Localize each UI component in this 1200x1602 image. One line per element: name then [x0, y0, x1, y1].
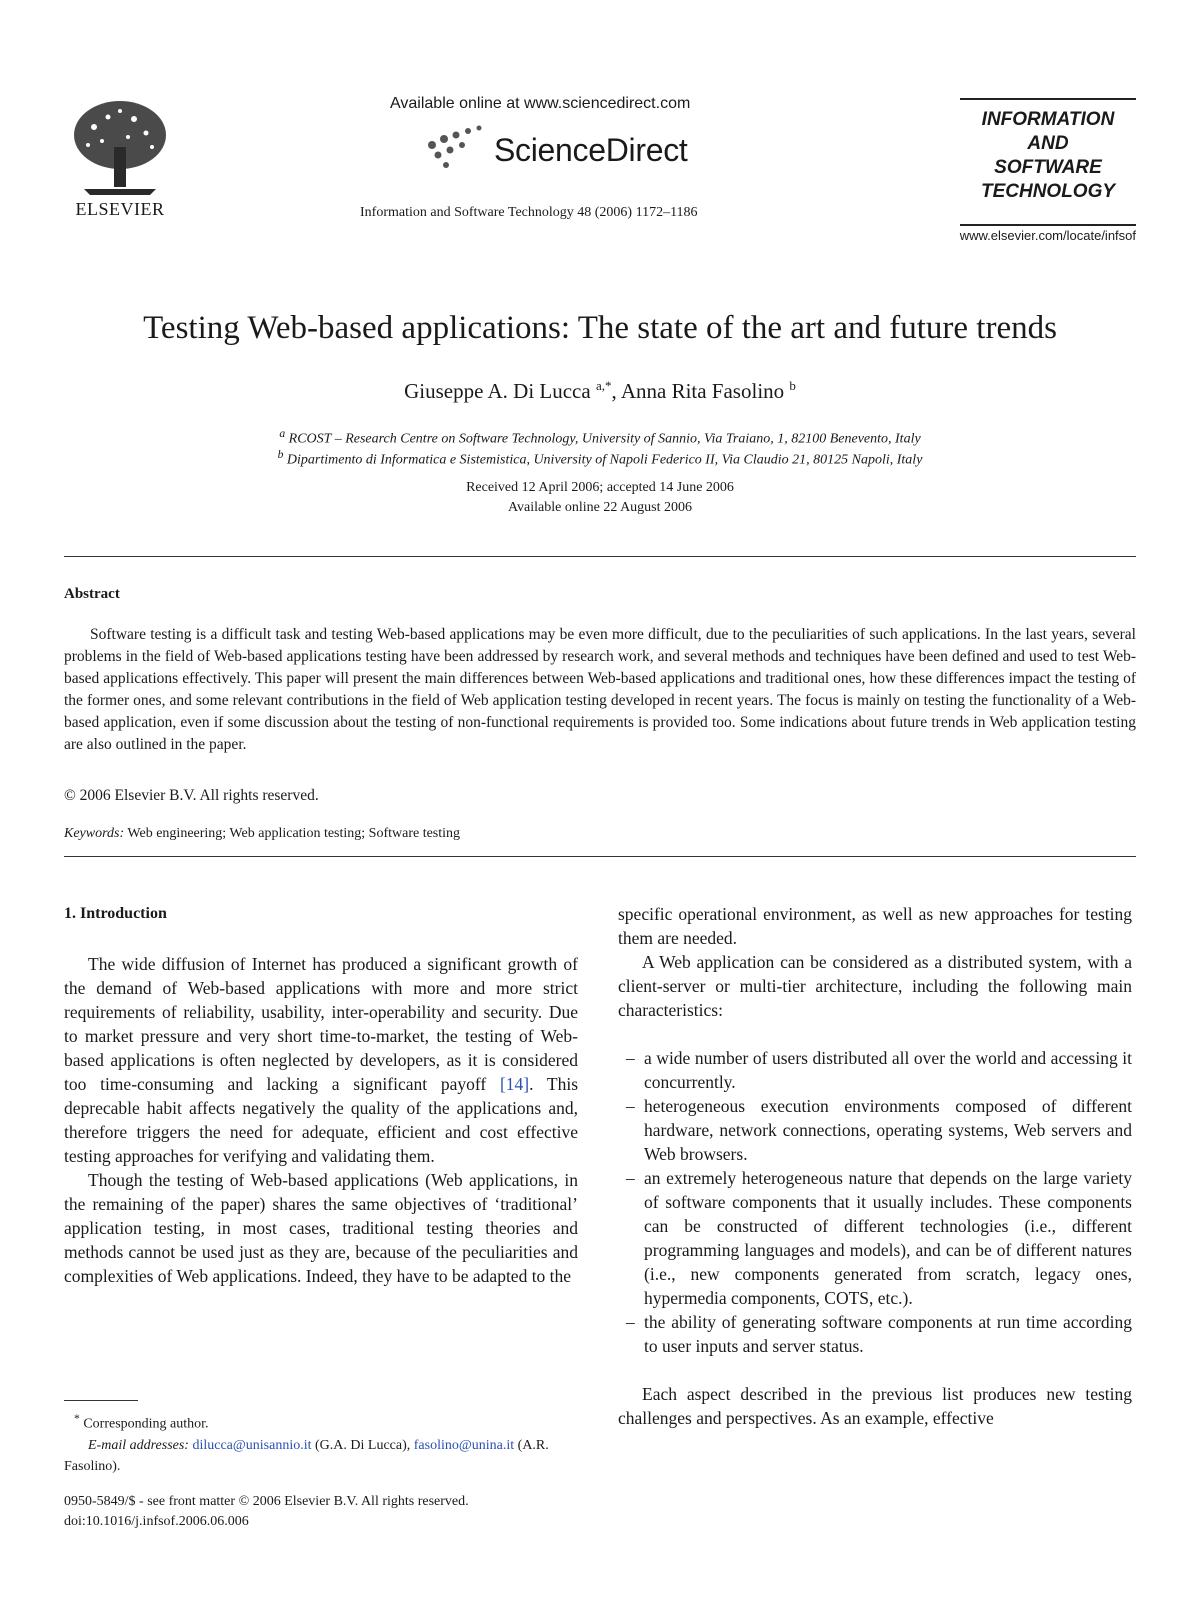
footnotes	[64, 1408, 578, 1477]
divider	[64, 856, 1136, 857]
intro-paragraph-3: A Web application can be considered as a distributed system, with a client-server or multi-tier architecture, including the following main characteristics:	[618, 952, 1132, 1020]
affiliation-b	[0, 448, 1200, 469]
list-item	[618, 1166, 1132, 1310]
footnote-rule	[64, 1400, 138, 1401]
left-column	[64, 902, 578, 1288]
list-dash: –	[626, 1312, 635, 1332]
email-link-2[interactable]: fasolino@unina.it	[413, 1437, 515, 1453]
email-1-owner: (G.A. Di Lucca),	[311, 1437, 414, 1453]
intro-paragraph-4: Each aspect described in the previous list produces new testing challenges and perspectives. As an example, effective	[618, 1384, 1132, 1428]
paper-title: Testing Web-based applications: The state of the art and future trends	[143, 310, 1057, 346]
author-2-marks[interactable]: b	[789, 378, 796, 393]
elsevier-wordmark: ELSEVIER	[75, 199, 165, 219]
list-item	[618, 1046, 1132, 1094]
intro-paragraph-1-tail: . This deprecable habit affects negatively the quality of the applications and, therefore triggers the need for adequate, efficient and cost effective testing approaches for verifying and validating them.	[64, 1074, 579, 1166]
journal-logo-text: INFORMATION AND SOFTWARE TECHNOLOGY	[980, 109, 1116, 202]
keywords-label: Keywords:	[64, 826, 125, 841]
list-item-text: heterogeneous execution environments composed of different hardware, network connections, operating systems, Web servers and Web browsers.	[644, 1096, 1132, 1164]
list-item	[618, 1094, 1132, 1166]
intro-paragraph-2: Though the testing of Web-based applications (Web applications, in the remaining of the paper) shares the same objectives of ‘traditional’ application testing, in most cases, traditional testing theories and methods cannot be used just as they are, because of the peculiarities and complexities of Web applications. Indeed, they have to be adapted to the	[64, 1170, 578, 1286]
affiliation-a-text: RCOST – Research Centre on Software Technology, University of Sannio, Via Traiano, 1, 82100 Benevento, Italy	[288, 431, 921, 447]
sciencedirect-dots-icon	[424, 123, 494, 173]
issn-block	[64, 1492, 469, 1532]
abstract-copyright: © 2006 Elsevier B.V. All rights reserved.	[64, 787, 319, 804]
doi-line[interactable]: doi:10.1016/j.infsof.2006.06.006	[64, 1514, 249, 1529]
affiliation-b-text: Dipartimento di Informatica e Sistemistica, University of Napoli Federico II, Via Claudio 21, 80125 Napoli, Italy	[286, 452, 923, 468]
affiliation-b-mark: b	[277, 448, 284, 461]
keywords	[64, 826, 460, 842]
corresponding-mark: *	[74, 1412, 80, 1425]
divider	[64, 556, 1136, 557]
received-dates: Received 12 April 2006; accepted 14 June 2006	[466, 480, 734, 495]
journal-citation: Information and Software Technology 48 (2006) 1172–1186	[360, 205, 698, 220]
list-dash: –	[626, 1096, 635, 1116]
sciencedirect-availability: Available online at www.sciencedirect.com	[390, 95, 691, 112]
section-heading: 1. Introduction	[64, 905, 167, 922]
list-item-text: an extremely heterogeneous nature that depends on the large variety of software components that it usually includes. These components can be constructed of different technologies (i.e., different programming languages and models), and can be of different natures (i.e., new components generated from scratch, legacy ones, hypermedia components, COTS, etc.).	[644, 1168, 1132, 1308]
intro-paragraph-1	[64, 952, 578, 1168]
list-item-text: the ability of generating software components at run time according to user inputs and server status.	[644, 1312, 1132, 1356]
keywords-list: Web engineering; Web application testing; Software testing	[127, 826, 461, 841]
authors	[0, 378, 1200, 404]
author-2: Anna Rita Fasolino	[620, 379, 785, 403]
journal-url[interactable]: www.elsevier.com/locate/infsof	[959, 228, 1136, 243]
list-dash: –	[626, 1168, 635, 1188]
available-online-date: Available online 22 August 2006	[507, 500, 693, 515]
intro-paragraph-1-text: The wide diffusion of Internet has produced a significant growth of the demand of Web-based applications with more and more strict requirements of reliability, usability, inter-operability and security. Due to market pressure and very short time-to-market, the testing of Web-based applications is often neglected by developers, as it is considered too time-consuming and lacking a significant payoff	[64, 954, 578, 1094]
author-1: Giuseppe A. Di Lucca	[404, 379, 591, 403]
characteristics-list	[618, 1046, 1132, 1358]
issn-line: 0950-5849/$ - see front matter © 2006 Elsevier B.V. All rights reserved.	[64, 1494, 469, 1509]
email-label: E-mail addresses:	[88, 1437, 189, 1453]
list-dash: –	[626, 1048, 635, 1068]
list-item	[618, 1310, 1132, 1358]
citation-link[interactable]: [14]	[499, 1074, 530, 1094]
affiliation-a	[0, 427, 1200, 448]
list-item-text: a wide number of users distributed all over the world and accessing it concurrently.	[644, 1048, 1132, 1092]
abstract-heading: Abstract	[64, 586, 120, 602]
author-1-marks[interactable]: a,*	[595, 378, 612, 393]
abstract-body	[64, 624, 1136, 756]
continued-paragraph: specific operational environment, as well as new approaches for testing them are needed.	[618, 904, 1132, 948]
right-column	[618, 902, 1132, 1430]
sciencedirect-wordmark: ScienceDirect	[494, 132, 688, 168]
email-link-1[interactable]: dilucca@unisannio.it	[192, 1437, 312, 1453]
abstract-text: Software testing is a difficult task and testing Web-based applications may be even more difficult, due to the peculiarities of such applications. In the last years, several problems in the field of Web-based applications testing have been addressed by research work, and several methods and techniques have been defined and used to test Web-based applications effectively. This paper will present the main differences between Web-based applications and traditional ones, how these differences impact the testing of the former ones, and some relevant contributions in the field of Web application testing developed in recent years. The focus is mainly on testing the functionality of a Web-based application, even if some discussion about the testing of non-functional requirements is provided too. Some indications about future trends in Web application testing are also outlined in the paper.	[64, 626, 1136, 753]
corresponding-author: Corresponding author.	[83, 1416, 209, 1432]
affiliation-a-mark: a	[279, 427, 286, 440]
email-2-owner: (A.R. Fasolino).	[64, 1437, 549, 1474]
author-separator: ,	[611, 379, 621, 403]
